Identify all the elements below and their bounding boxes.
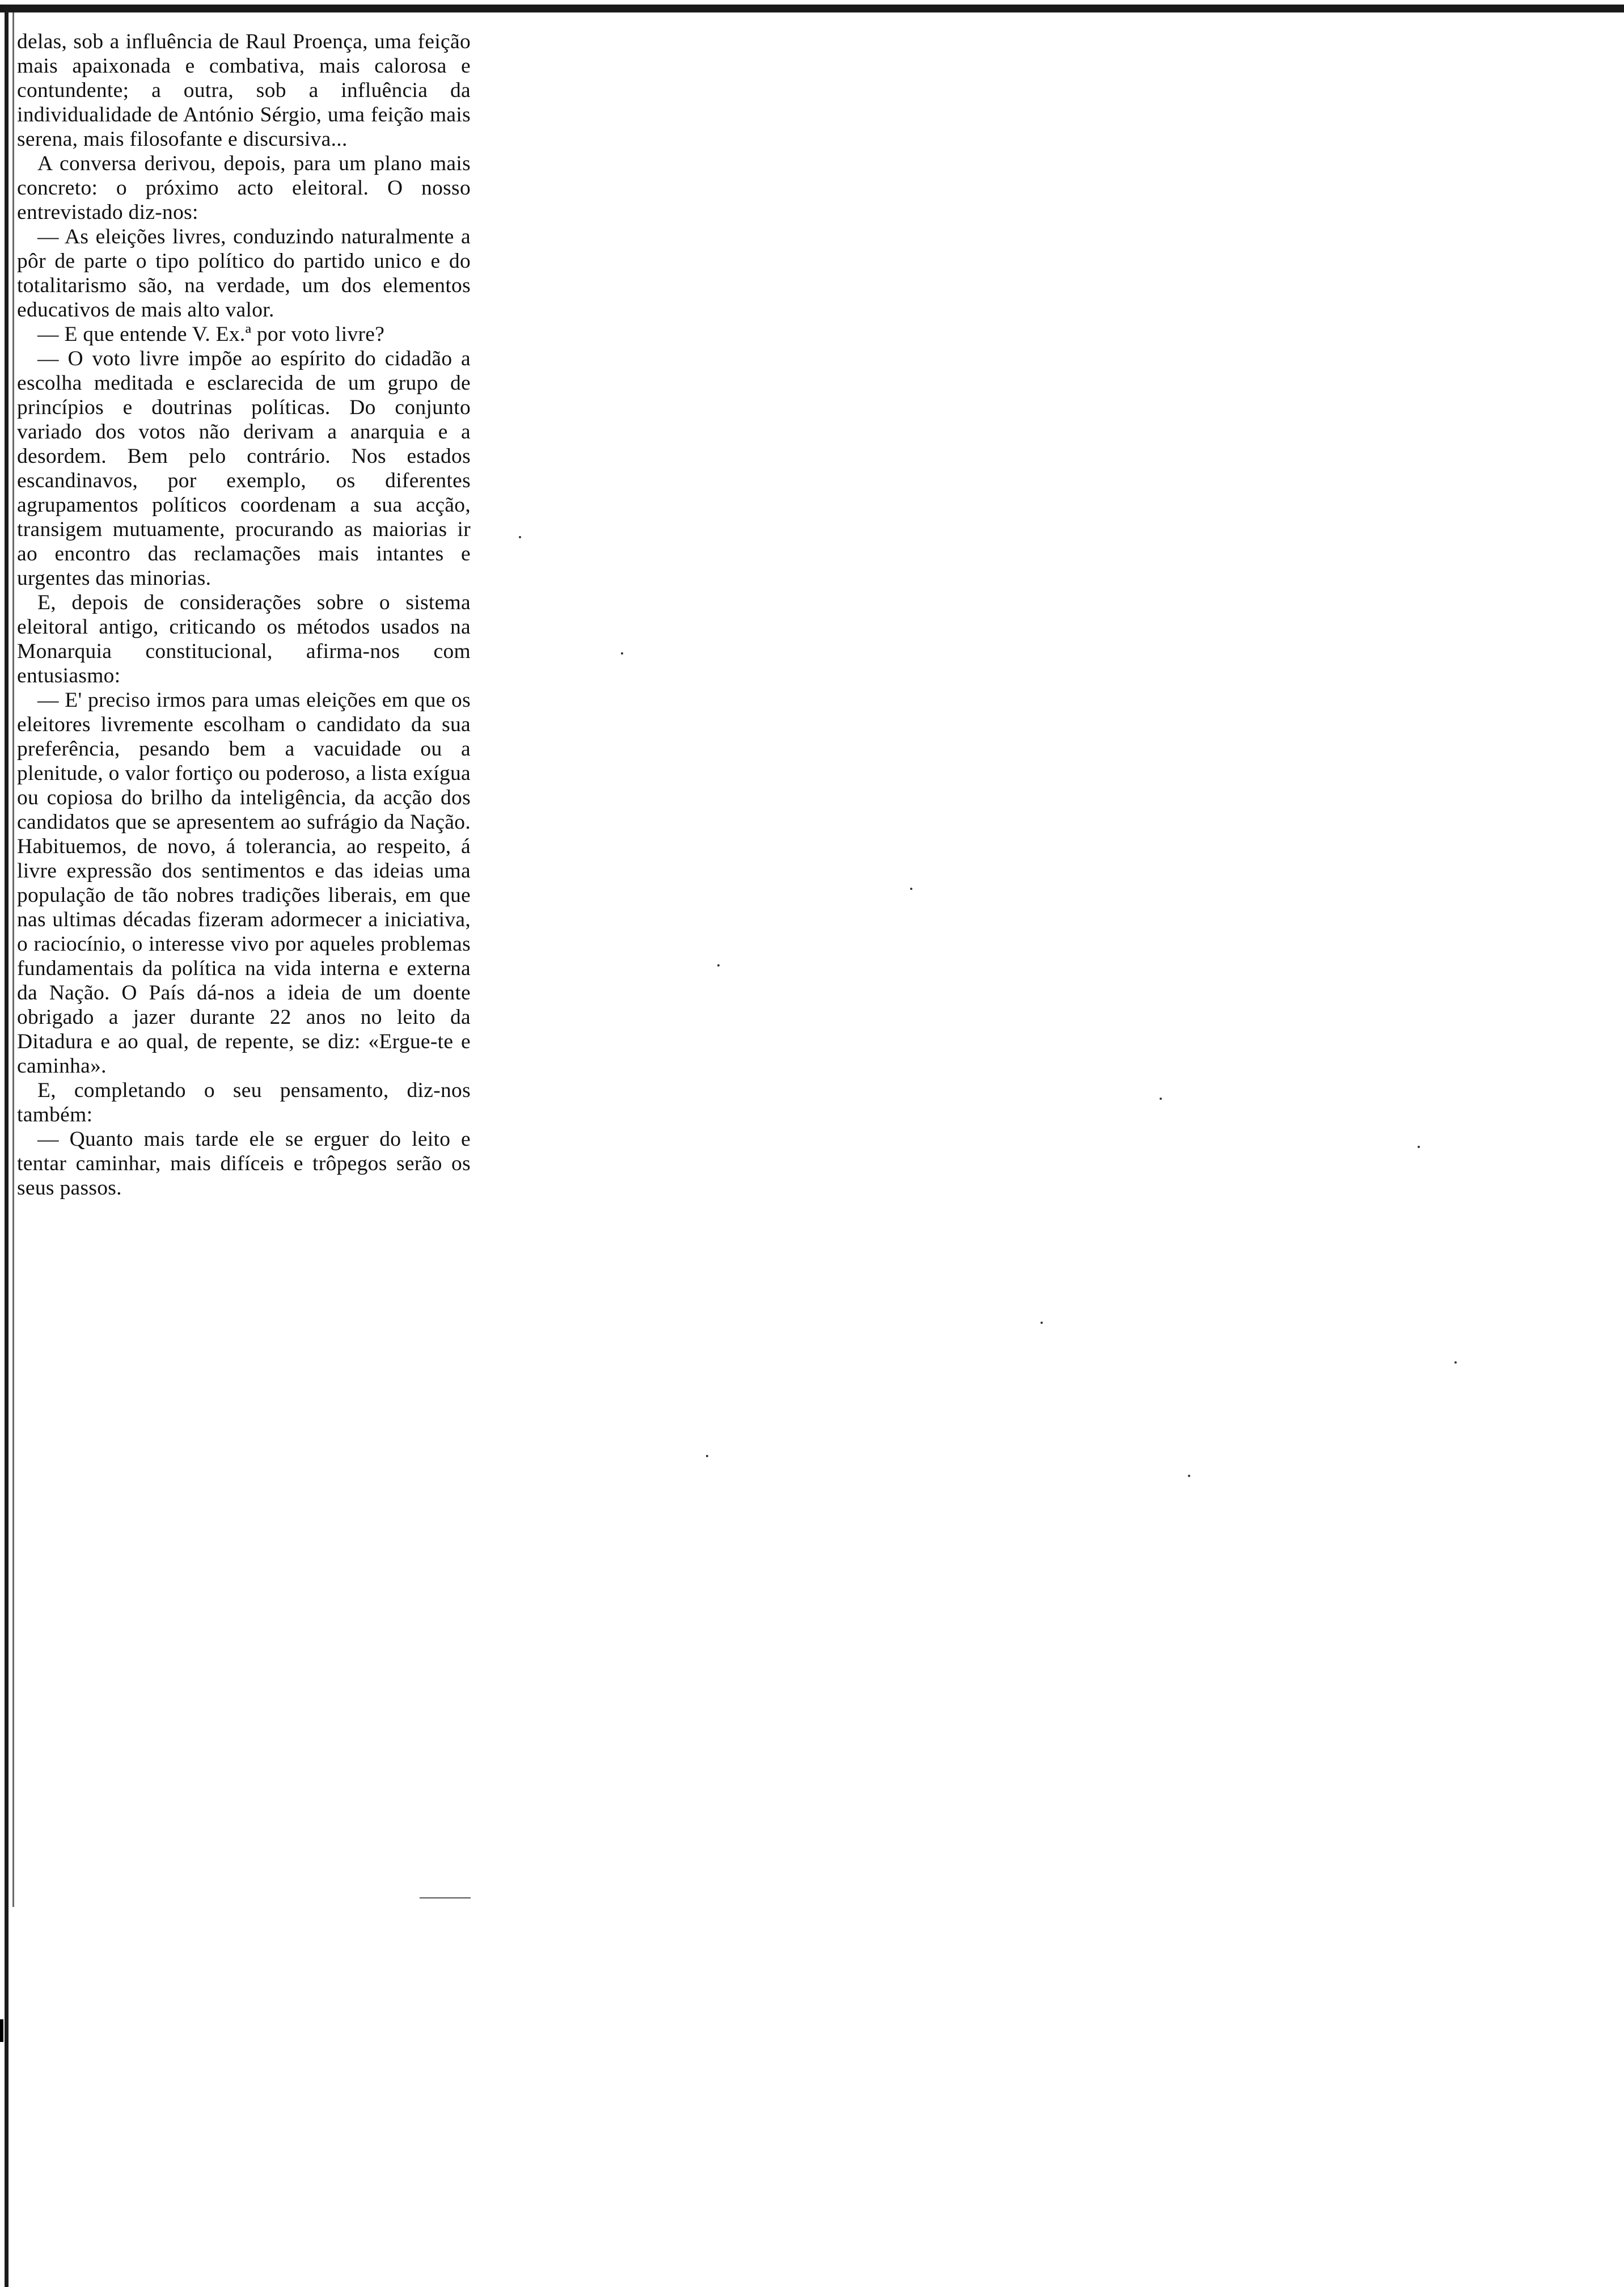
article-paragraph: — E' preciso irmos para umas eleições em que os eleitores livremente escolham o candidato da sua preferência, pesando bem a vacuidade ou a plenitude, o valor fortiço ou poderoso, a lista exígua ou copiosa do brilho da inteligência, da acção dos candidatos que se apresentem ao sufrágio da Nação. Habituemos, de novo, á tolerancia, ao respeito, á livre expressão dos sentimentos e das ideias uma população de tão nobres tradições liberais, em que nas ultimas décadas fizeram adormecer a iniciativa, o raciocínio, o interesse vivo por aqueles problemas fundamentais da política na vida interna e externa da Nação. O País dá-nos a ideia de um doente obrigado a jazer durante 22 anos no leito da Ditadura e ao qual, de repente, se diz: «Ergue-te e caminha». (17, 689, 471, 1078)
scan-speck (717, 964, 720, 967)
scan-edge-mark (0, 2019, 3, 2042)
article-paragraph: — O voto livre impõe ao espírito do cidadão a escolha meditada e esclarecida de um grupo de princípios e doutrinas políticas. Do conjunto variado dos votos não derivam a anarquia e a desordem. Bem pelo contrário. Nos estados escandinavos, por exemplo, os diferentes agrupamentos políticos coordenam a sua acção, transigem mutuamente, procurando as maiorias ir ao encontro das reclamações mais intantes e urgentes das minorias. (17, 347, 471, 590)
scan-speck (519, 536, 521, 538)
article-paragraph: — As eleições livres, conduzindo naturalmente a pôr de parte o tipo político do partido unico e do totalitarismo são, na verdade, um dos elementos educativos de mais alto valor. (17, 225, 471, 322)
article-paragraph: E, completando o seu pensamento, diz-nos também: (17, 1079, 471, 1126)
left-border-rule (5, 6, 9, 2287)
article-end-mark (420, 1897, 471, 1898)
scan-speck (1188, 1475, 1190, 1477)
scan-speck (1418, 1146, 1420, 1148)
top-border-rule (0, 5, 1624, 12)
article-paragraph: — E que entende V. Ex.ª por voto livre? (37, 323, 385, 346)
scan-speck (1160, 1098, 1162, 1100)
scan-speck (621, 652, 623, 655)
scan-speck (910, 888, 912, 890)
scan-speck (1041, 1322, 1043, 1324)
column-rule (12, 12, 14, 1907)
article-paragraph: — Quanto mais tarde ele se erguer do leito e tentar caminhar, mais difíceis e trôpegos serão os seus passos. (17, 1128, 471, 1200)
article-column (17, 29, 471, 1200)
scan-speck (1454, 1361, 1457, 1364)
article-paragraph: A conversa derivou, depois, para um plano mais concreto: o próximo acto eleitoral. O nosso entrevistado diz-nos: (17, 152, 471, 224)
article-paragraph: delas, sob a influência de Raul Proença, uma feição mais apaixonada e combativa, mais calorosa e contundente; a outra, sob a influência da individualidade de António Sérgio, uma feição mais serena, mais filosofante e discursiva... (17, 30, 471, 151)
article-paragraph: E, depois de considerações sobre o sistema eleitoral antigo, criticando os métodos usados na Monarquia constitucional, afirma-nos com entusiasmo: (17, 591, 471, 687)
scan-speck (706, 1455, 708, 1457)
